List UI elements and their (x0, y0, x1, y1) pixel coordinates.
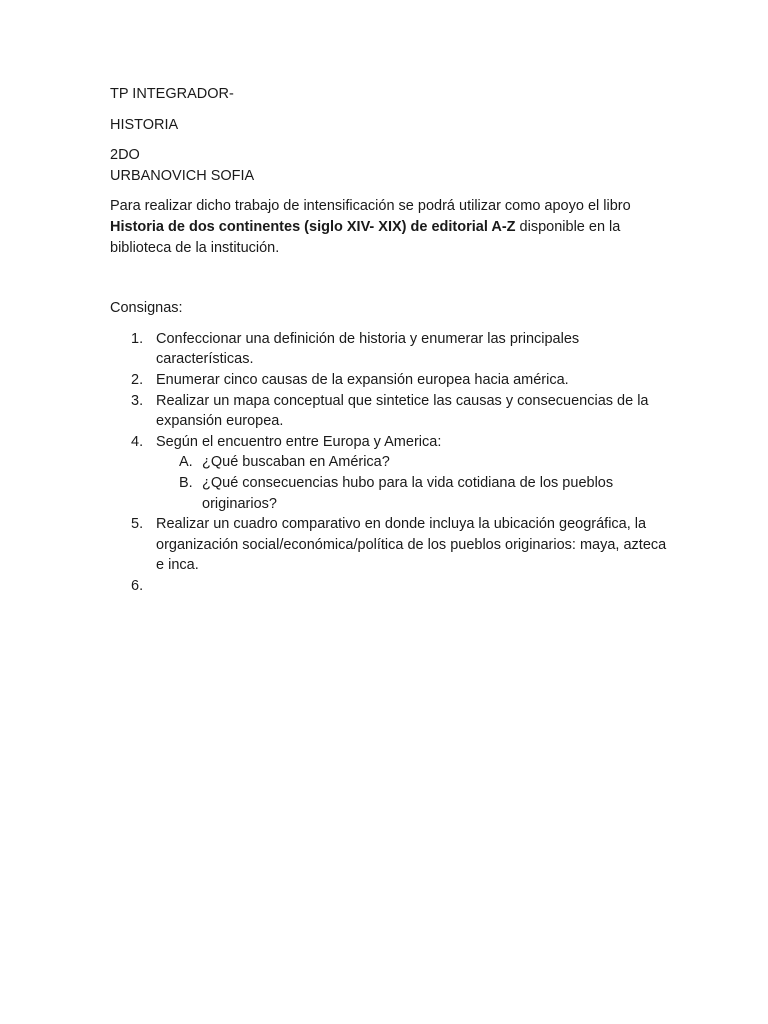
sub-list-item (156, 452, 670, 473)
doc-title: TP INTEGRADOR- (110, 86, 234, 102)
item-text: Según el encuentro entre Europa y America: (156, 433, 442, 450)
student-name: URBANOVICH SOFIA (110, 167, 255, 184)
sub-item-text: ¿Qué buscaban en América? (202, 454, 390, 471)
intro-paragraph (110, 196, 670, 258)
list-item (110, 329, 670, 370)
sub-item-letter: A. (179, 454, 193, 471)
item-number: 2. (131, 371, 144, 388)
item-number: 5. (131, 516, 144, 533)
subject-line: HISTORIA (110, 116, 179, 133)
list-item (110, 432, 670, 514)
book-title: Historia de dos continentes (siglo XIV- XIX) de editorial A-Z (110, 218, 516, 235)
intro-text-before: Para realizar dicho trabajo de intensificación se podrá utilizar como apoyo el libro (110, 198, 631, 215)
sub-item-letter: B. (179, 474, 193, 491)
grade-line: 2DO (110, 147, 140, 164)
sub-item-text: ¿Qué consecuencias hubo para la vida cotidiana de los pueblos originarios? (202, 474, 614, 512)
list-item (110, 370, 670, 391)
document-page (110, 84, 670, 596)
item-number: 1. (131, 330, 144, 347)
consignas-list (110, 329, 670, 597)
item-text: Realizar un cuadro comparativo en donde incluya la ubicación geográfica, la organización social/económica/política de los pueblos originarios: maya, azteca e inca. (156, 516, 667, 574)
list-item (110, 576, 670, 597)
item-number: 3. (131, 392, 144, 409)
list-item (110, 514, 670, 576)
item-text: Realizar un mapa conceptual que sintetice las causas y consecuencias de la expansión europea. (156, 392, 649, 430)
sub-list (156, 452, 670, 514)
item-number: 4. (131, 433, 144, 450)
consignas-heading: Consignas: (110, 300, 183, 317)
sub-list-item (156, 473, 670, 514)
item-text (156, 578, 160, 594)
item-text: Confeccionar una definición de historia y enumerar las principales características. (156, 330, 580, 368)
item-text: Enumerar cinco causas de la expansión europea hacia américa. (156, 371, 569, 388)
list-item (110, 391, 670, 432)
item-number: 6. (131, 577, 144, 594)
intro-text-after: disponible en la biblioteca de la institución. (110, 218, 621, 256)
